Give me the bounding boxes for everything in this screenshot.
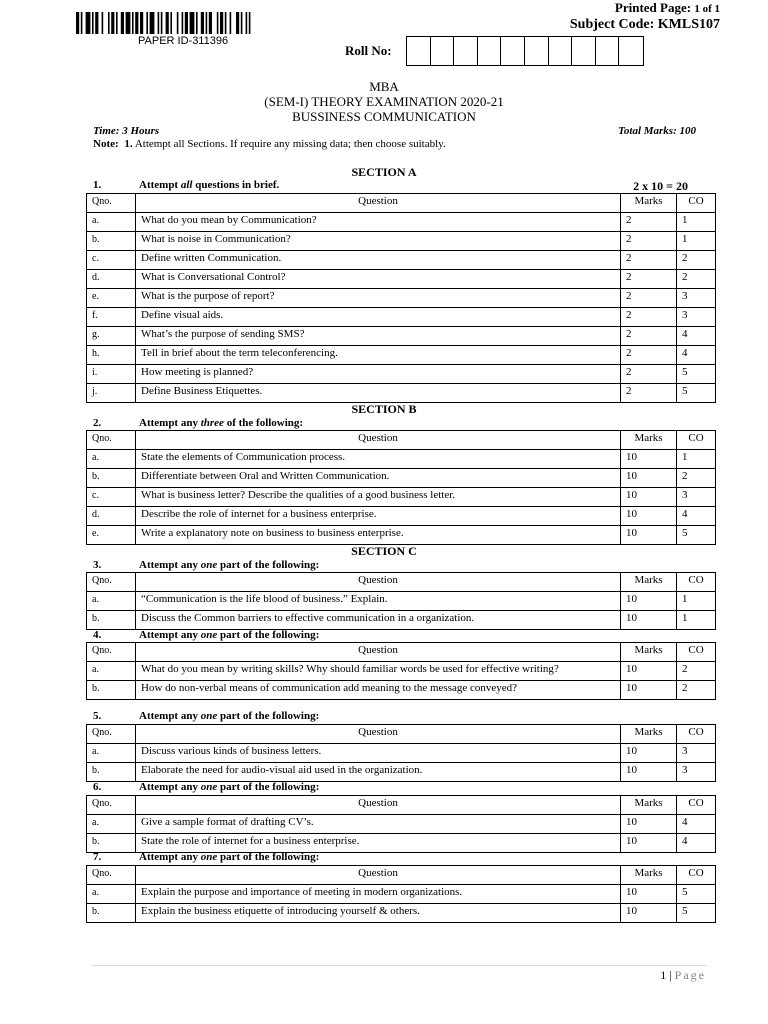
marks-cell: 2 [621,308,677,327]
question-number: h. [87,346,136,365]
header-qno: Qno. [87,431,136,450]
header-qno: Qno. [87,796,136,815]
question-number: 5. [93,710,102,722]
question-text: Define visual aids. [136,308,621,327]
question-text: What’s the purpose of sending SMS? [136,327,621,346]
roll-no-box[interactable] [549,37,573,65]
co-cell: 4 [677,815,716,834]
header-marks: Marks [621,866,677,885]
question-number: c. [87,488,136,507]
question-number: a. [87,885,136,904]
question-number: a. [87,592,136,611]
co-cell: 5 [677,526,716,545]
table-row [87,289,716,308]
co-cell: 1 [677,232,716,251]
table-row [87,232,716,251]
question-number: b. [87,763,136,782]
header-co: CO [677,866,716,885]
roll-no-box[interactable] [525,37,549,65]
co-cell: 1 [677,611,716,630]
table-row [87,507,716,526]
header-co: CO [677,194,716,213]
section-a-table [86,193,716,403]
printed-page-label: Printed Page: [614,0,692,15]
marks-cell: 2 [621,232,677,251]
header-marks: Marks [621,194,677,213]
question-number: b. [87,469,136,488]
page-footer [660,968,706,983]
table-row [87,270,716,289]
marks-cell: 2 [621,213,677,232]
marks-cell: 2 [621,270,677,289]
header-qno: Qno. [87,194,136,213]
question-number: 6. [93,781,102,793]
marks-cell: 10 [621,592,677,611]
table-header-row [87,431,716,450]
question-number: 3. [93,559,102,571]
question-3-instruction [93,559,688,571]
co-cell: 3 [677,744,716,763]
co-cell: 3 [677,308,716,327]
marks-cell: 10 [621,662,677,681]
instruction-text: Attempt any three of the following: [139,417,304,429]
instruction-text: Attempt any one part of the following: [139,559,320,571]
co-cell: 1 [677,213,716,232]
question-text: What is Conversational Control? [136,270,621,289]
question-text: Explain the purpose and importance of meeting in modern organizations. [136,885,621,904]
table-row [87,763,716,782]
table-row [87,611,716,630]
paper-id: PAPER ID-311396 [138,35,229,47]
roll-no-box[interactable] [431,37,455,65]
question-2-instruction [93,417,688,429]
marks-cell: 10 [621,611,677,630]
table-row [87,526,716,545]
question-number: i. [87,365,136,384]
table-row [87,308,716,327]
table-row [87,744,716,763]
table-header-row [87,725,716,744]
question-text: “Communication is the life blood of business.” Explain. [136,592,621,611]
header-co: CO [677,643,716,662]
exam-note [93,138,446,150]
question-text: State the role of internet for a business enterprise. [136,834,621,853]
marks-cell: 10 [621,450,677,469]
table-row [87,681,716,700]
question-text: Discuss various kinds of business letters. [136,744,621,763]
exam-title: (SEM-I) THEORY EXAMINATION 2020-21 [264,94,504,109]
marks-cell: 2 [621,346,677,365]
question-number: e. [87,289,136,308]
question-number: 2. [93,417,102,429]
question-text: Differentiate between Oral and Written Communication. [136,469,621,488]
question-text: Elaborate the need for audio-visual aid used in the organization. [136,763,621,782]
instruction-text: Attempt all questions in brief. [139,179,280,191]
table-row [87,384,716,403]
page-number: 1 [660,968,667,982]
instruction-text: Attempt any one part of the following: [139,851,320,863]
header-question: Question [136,431,621,450]
question-6-instruction [93,781,688,793]
question-5-table [86,724,716,782]
marks-cell: 2 [621,365,677,384]
roll-no-box[interactable] [596,37,620,65]
question-number: d. [87,270,136,289]
table-row [87,213,716,232]
question-number: b. [87,904,136,923]
header-marks: Marks [621,573,677,592]
subject-code: Subject Code: KMLS107 [569,17,720,32]
table-row [87,885,716,904]
printed-page-value: 1 of 1 [694,3,720,15]
question-text: Define Business Etiquettes. [136,384,621,403]
question-3-table [86,572,716,630]
header-marks: Marks [621,725,677,744]
note-text: Attempt all Sections. If require any missing data; then choose suitably. [134,138,446,150]
marks-cell: 2 [621,289,677,308]
marks-cell: 2 [621,251,677,270]
table-row [87,450,716,469]
question-number: c. [87,251,136,270]
co-cell: 4 [677,507,716,526]
roll-no-box[interactable] [619,37,643,65]
barcode-image [76,12,308,34]
co-cell: 2 [677,251,716,270]
roll-no-box[interactable] [407,37,431,65]
question-5-instruction [93,710,688,722]
co-cell: 5 [677,365,716,384]
table-header-row [87,866,716,885]
co-cell: 2 [677,469,716,488]
question-text: Tell in brief about the term teleconferencing. [136,346,621,365]
marks-cell: 10 [621,763,677,782]
co-cell: 5 [677,904,716,923]
question-4-instruction [93,629,688,641]
question-text: What is the purpose of report? [136,289,621,308]
header-co: CO [677,431,716,450]
section-b-table [86,430,716,545]
co-cell: 4 [677,327,716,346]
footer-divider [92,965,706,966]
marks-cell: 10 [621,885,677,904]
question-text: What do you mean by Communication? [136,213,621,232]
question-number: a. [87,450,136,469]
section-b-heading: SECTION B [351,402,417,416]
table-row [87,251,716,270]
marks-cell: 10 [621,904,677,923]
printed-page [615,0,720,16]
marks-cell: 10 [621,815,677,834]
question-text: What is noise in Communication? [136,232,621,251]
header-qno: Qno. [87,866,136,885]
question-text: Write a explanatory note on business to business enterprise. [136,526,621,545]
question-number: b. [87,232,136,251]
question-number: f. [87,308,136,327]
question-number: j. [87,384,136,403]
co-cell: 4 [677,346,716,365]
table-header-row [87,194,716,213]
instruction-text: Attempt any one part of the following: [139,629,320,641]
header-question: Question [136,725,621,744]
question-text: What do you mean by writing skills? Why should familiar words be used for effective writing? [136,662,621,681]
section-a-marks: 2 x 10 = 20 [633,179,688,193]
roll-no-box[interactable] [572,37,596,65]
header-question: Question [136,796,621,815]
header-question: Question [136,866,621,885]
footer-separator: | [666,968,675,982]
total-marks: Total Marks: 100 [618,125,696,137]
question-7-instruction [93,851,688,863]
roll-no-box[interactable] [454,37,478,65]
question-number: a. [87,213,136,232]
header-co: CO [677,796,716,815]
table-header-row [87,643,716,662]
table-header-row [87,796,716,815]
header-co: CO [677,573,716,592]
co-cell: 5 [677,885,716,904]
header-question: Question [136,643,621,662]
note-label: Note: [93,138,119,150]
question-text: State the elements of Communication process. [136,450,621,469]
marks-cell: 10 [621,469,677,488]
marks-cell: 10 [621,681,677,700]
question-number: a. [87,662,136,681]
table-row [87,834,716,853]
question-number: 1. [93,179,102,191]
header-marks: Marks [621,796,677,815]
table-header-row [87,573,716,592]
co-cell: 2 [677,681,716,700]
roll-no-boxes[interactable] [406,36,644,66]
header-qno: Qno. [87,725,136,744]
question-text: Explain the business etiquette of introducing yourself & others. [136,904,621,923]
question-text: What is business letter? Describe the qualities of a good business letter. [136,488,621,507]
question-text: How meeting is planned? [136,365,621,384]
table-row [87,365,716,384]
instruction-text: Attempt any one part of the following: [139,710,320,722]
exam-time: Time: 3 Hours [93,125,160,137]
co-cell: 2 [677,270,716,289]
question-number: a. [87,815,136,834]
marks-cell: 10 [621,526,677,545]
question-4-table [86,642,716,700]
table-row [87,815,716,834]
question-text: Define written Communication. [136,251,621,270]
question-number: b. [87,611,136,630]
co-cell: 3 [677,289,716,308]
header-question: Question [136,573,621,592]
section-c-heading: SECTION C [351,544,417,558]
question-number: b. [87,681,136,700]
co-cell: 1 [677,592,716,611]
co-cell: 1 [677,450,716,469]
marks-cell: 2 [621,384,677,403]
header-marks: Marks [621,643,677,662]
question-text: Give a sample format of drafting CV’s. [136,815,621,834]
question-6-table [86,795,716,853]
table-row [87,662,716,681]
header-qno: Qno. [87,573,136,592]
question-number: g. [87,327,136,346]
question-number: a. [87,744,136,763]
marks-cell: 10 [621,507,677,526]
roll-no-box[interactable] [478,37,502,65]
co-cell: 2 [677,662,716,681]
co-cell: 3 [677,763,716,782]
question-number: e. [87,526,136,545]
question-number: 4. [93,629,102,641]
table-row [87,592,716,611]
marks-cell: 10 [621,488,677,507]
co-cell: 3 [677,488,716,507]
question-text: Describe the role of internet for a business enterprise. [136,507,621,526]
program-title: MBA [369,79,399,94]
marks-cell: 10 [621,744,677,763]
marks-cell: 10 [621,834,677,853]
co-cell: 4 [677,834,716,853]
table-row [87,488,716,507]
question-text: How do non-verbal means of communication add meaning to the message conveyed? [136,681,621,700]
question-number: 7. [93,851,102,863]
roll-no-box[interactable] [501,37,525,65]
header-question: Question [136,194,621,213]
co-cell: 5 [677,384,716,403]
question-text: Discuss the Common barriers to effective communication in a organization. [136,611,621,630]
section-a-heading: SECTION A [351,165,417,179]
marks-cell: 2 [621,327,677,346]
subject-title: BUSSINESS COMMUNICATION [292,109,476,124]
table-row [87,904,716,923]
table-row [87,346,716,365]
instruction-text: Attempt any one part of the following: [139,781,320,793]
header-co: CO [677,725,716,744]
roll-no-label: Roll No: [345,43,392,58]
table-row [87,469,716,488]
header-qno: Qno. [87,643,136,662]
question-number: b. [87,834,136,853]
note-number: 1. [124,138,133,150]
table-row [87,327,716,346]
question-number: d. [87,507,136,526]
question-1-instruction [93,179,688,194]
question-7-table [86,865,716,923]
page-word: Page [674,968,706,982]
header-marks: Marks [621,431,677,450]
